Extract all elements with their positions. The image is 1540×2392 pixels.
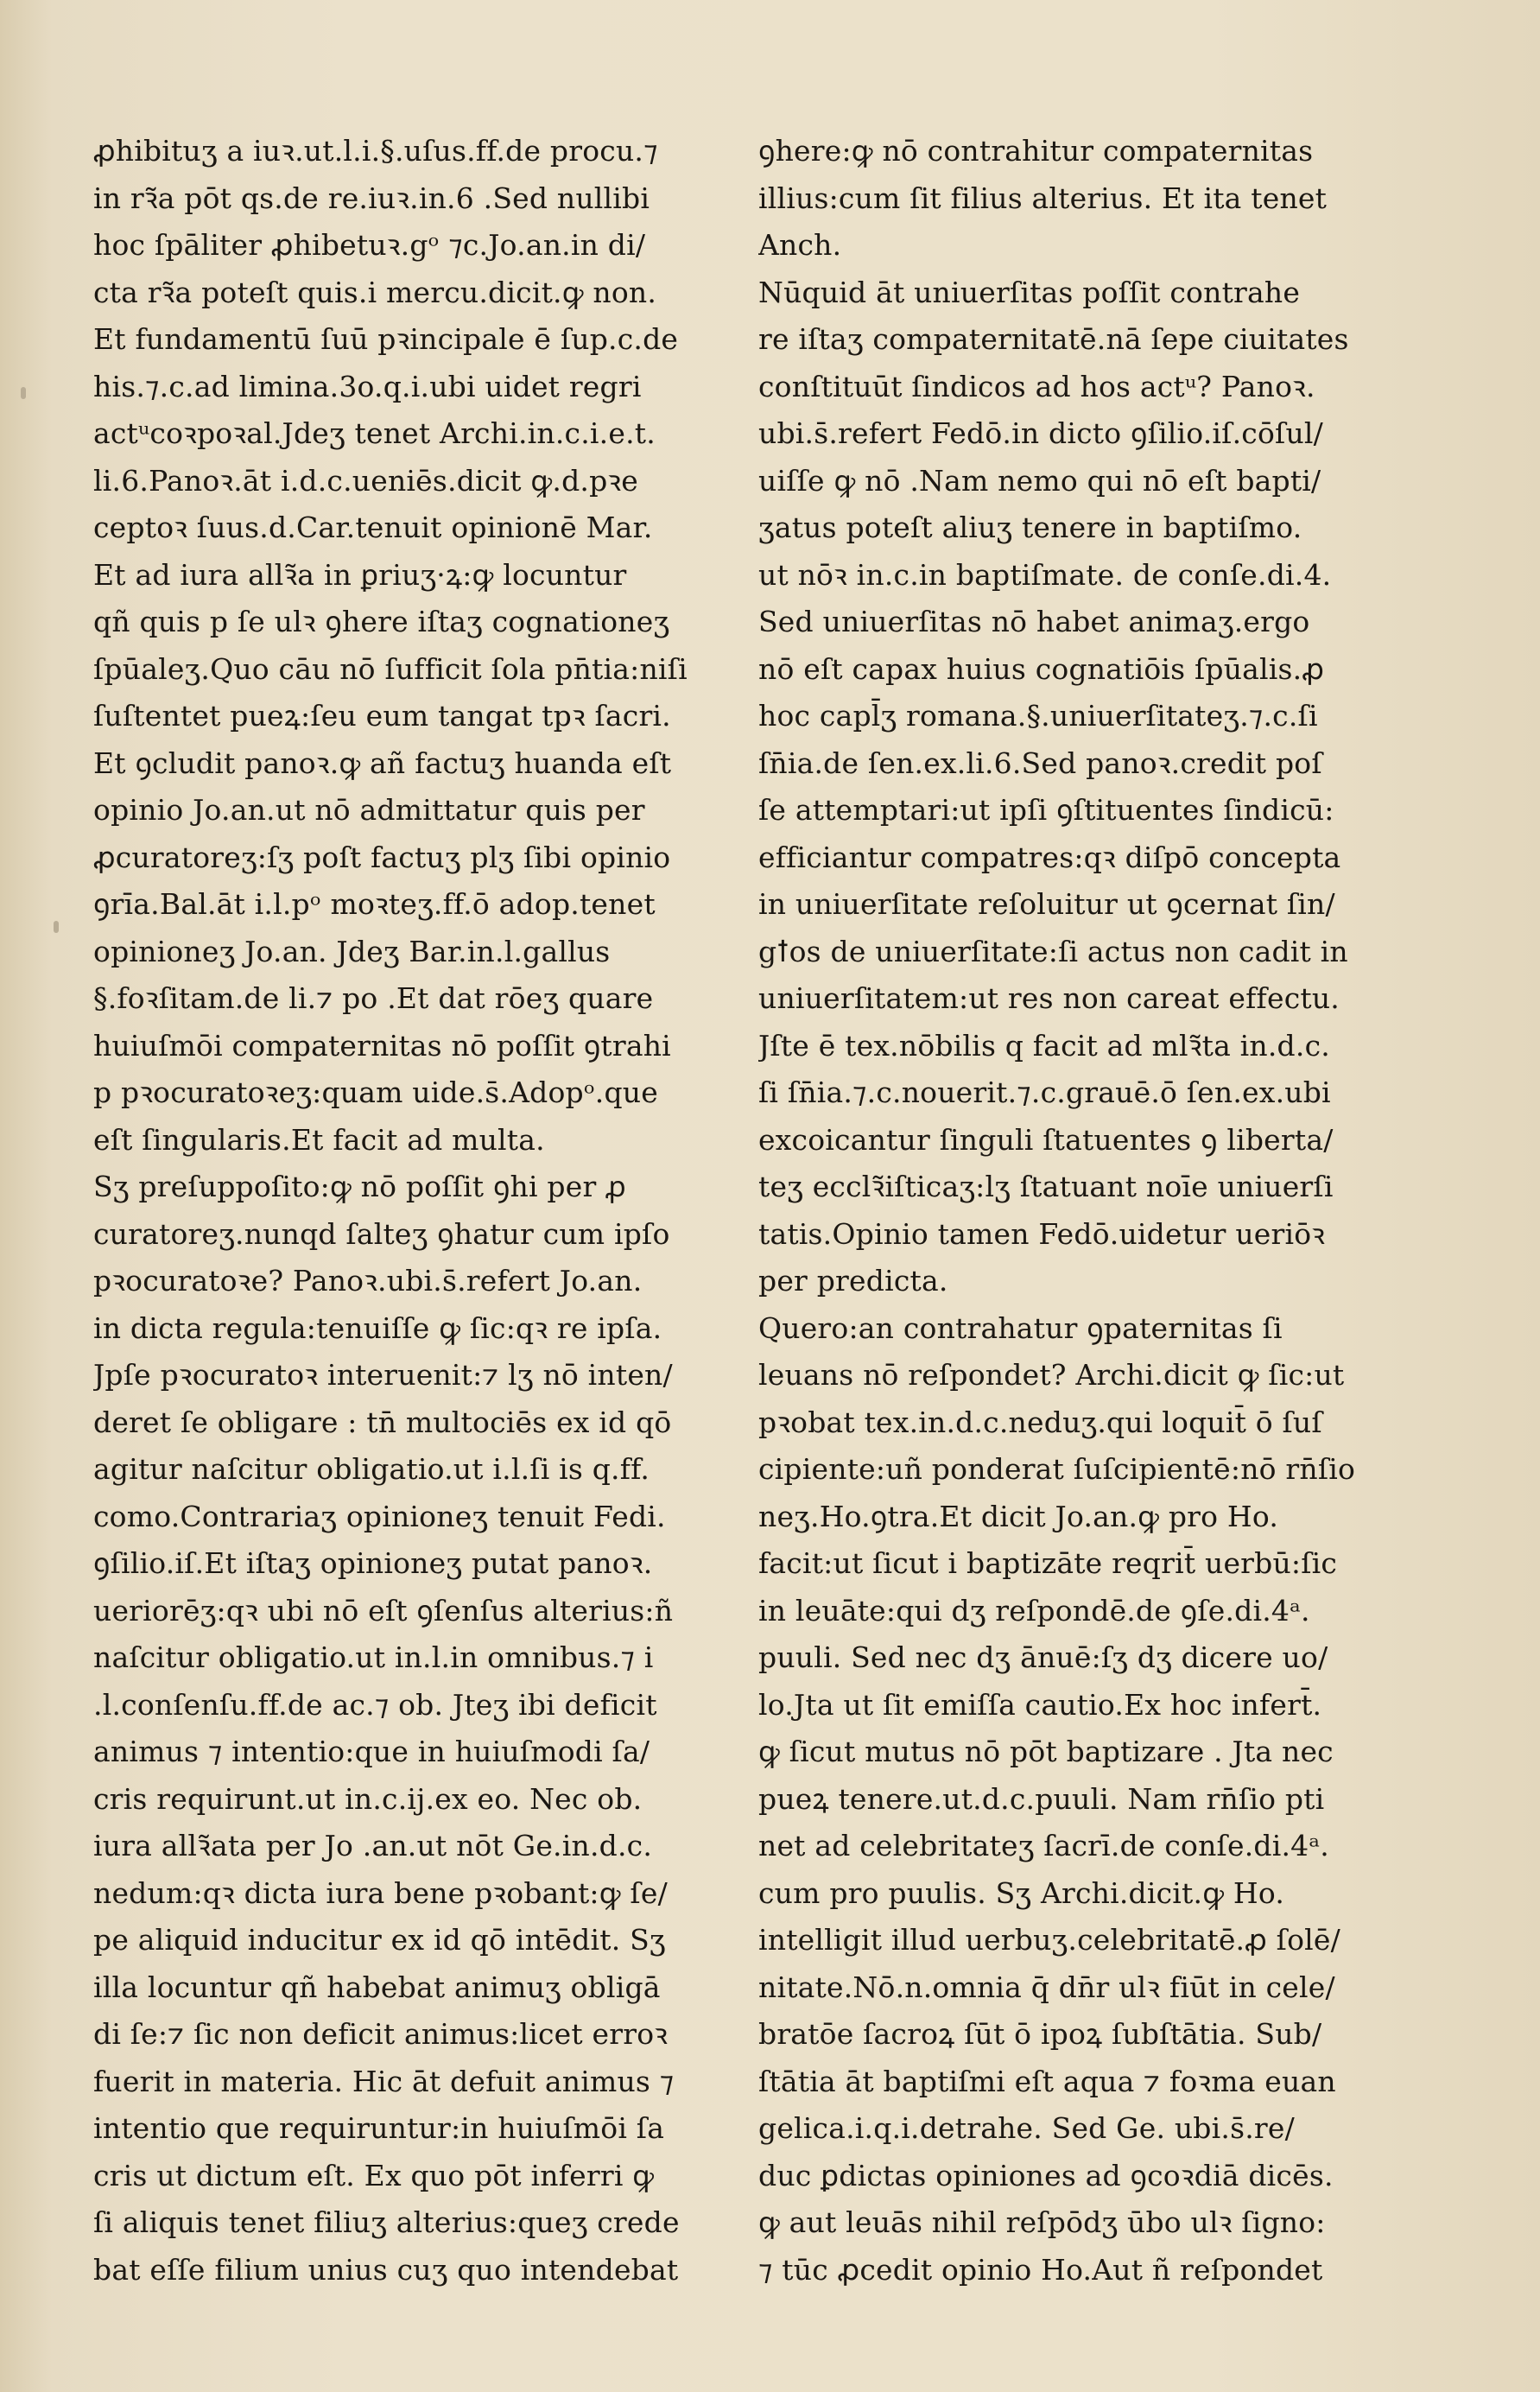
text-line: cipiente:uñ ponderat ſuſcipientē:nō rn̄ſio — [758, 1452, 1356, 1486]
text-line: pueꝝ tenere.ut.d.c.puuli. Nam rn̄ſio pti — [758, 1781, 1325, 1816]
text-line: .l.conſenſu.ff.de ac.⁊ ob. Jteʒ ibi deficit — [93, 1687, 657, 1722]
text-line: Jſte ē tex.nōbilis q facit ad mlꝛ̃ta in.d.c. — [758, 1028, 1330, 1063]
text-line: Jpſe pꝛocuratoꝛ interuenit:⁊ lʒ nō inten/ — [93, 1358, 673, 1392]
text-line: ſi ſn̄ia.⁊.c.nouerit.⁊.c.grauē.ō ſen.ex.ubi — [758, 1075, 1331, 1109]
text-line: eſt ſingularis.Et facit ad multa. — [93, 1122, 545, 1157]
text-line: excoicantur ſinguli ſtatuentes ꝯ liberta/ — [758, 1122, 1334, 1157]
text-line: cta rꝛ̃a poteſt quis.i mercu.dicit.ꝙ non. — [93, 275, 657, 309]
text-line: uniuerſitatem:ut res non careat effectu. — [758, 981, 1340, 1015]
text-line: Et ꝯcludit panoꝛ.ꝙ añ factuʒ huanda eſt — [93, 746, 672, 780]
text-line: ſpūaleʒ.Quo cāu nō ſufficit ſola pn̄tia:niſi — [93, 651, 688, 686]
text-line: ꝯrīa.Bal.āt i.l.pᵒ moꝛteʒ.ff.ō adop.tenet — [93, 887, 656, 921]
text-line: puuli. Sed nec dʒ ānuē:ſʒ dʒ dicere uo/ — [758, 1640, 1328, 1674]
text-line: pꝛobat tex.in.d.c.neduʒ.qui loquit̄ ō ſuſ — [758, 1405, 1322, 1439]
text-line: hoc capl̄ʒ romana.§.uniuerſitateʒ.⁊.c.ſi — [758, 699, 1318, 733]
text-line: in rꝛ̃a pōt qs.de re.iuꝛ.in.6 .Sed nullibi — [93, 181, 650, 215]
text-line: ceptoꝛ ſuus.d.Car.tenuit opinionē Mar. — [93, 511, 653, 544]
text-line: neʒ.Ho.ꝯtra.Et dicit Jo.an.ꝙ pro Ho. — [758, 1499, 1279, 1533]
text-line: ꝯſilio.iſ.Et iſtaʒ opinioneʒ putat panoꝛ. — [93, 1546, 653, 1580]
text-line: ꝙ ſicut mutus nō pōt baptizare . Jta nec — [758, 1735, 1334, 1768]
text-line: Nūquid āt uniuerſitas poſſit contrahe — [758, 275, 1301, 309]
text-line: re iſtaʒ compaternitatē.nā ſepe ciuitates — [758, 322, 1349, 356]
text-line: ꝯhere:ꝙ nō contrahitur compaternitas — [758, 134, 1314, 168]
text-line: pꝛocuratoꝛe? Panoꝛ.ubi.s̄.refert Jo.an. — [93, 1264, 643, 1298]
margin-mark — [54, 921, 59, 933]
text-line: nō eſt capax huius cognatiōis ſpūalis.ꝓ — [758, 651, 1325, 686]
text-line: curatoreʒ.nunqd ſalteʒ ꝯhatur cum ipſo — [93, 1216, 670, 1251]
text-line: nedum:qꝛ dicta iura bene pꝛobant:ꝙ ſe/ — [93, 1875, 668, 1910]
text-line: Sʒ preſuppoſito:ꝙ nō poſſit ꝯhi per ꝓ — [93, 1170, 626, 1203]
text-line: ⁊ tūc ꝓcedit opinio Ho.Aut ñ reſpondet — [758, 2252, 1323, 2287]
text-line: net ad celebritateʒ ſacrī.de conſe.di.4ᵃ. — [758, 1829, 1329, 1862]
text-line: lo.Jta ut ſit emiſſa cautio.Ex hoc infert̄. — [758, 1687, 1322, 1722]
text-line: Anch. — [758, 228, 842, 262]
text-line: ꝓhibituʒ a iuꝛ.ut.l.i.§.uſus.ff.de procu.⁊ — [93, 134, 658, 168]
text-line: Sed uniuerſitas nō habet animaʒ.ergo — [758, 605, 1310, 638]
text-line: p pꝛocuratoꝛeʒ:quam uide.s̄.Adopᵒ.que — [93, 1075, 658, 1109]
text-line: in leuāte:qui dʒ reſpondē.de ꝯſe.di.4ᵃ. — [758, 1593, 1310, 1627]
text-line: facit:ut ſicut i baptizāte reqrit̄ uerbū:ſic — [758, 1546, 1338, 1580]
text-line: Quero:an contrahatur ꝯpaternitas ſi — [758, 1310, 1283, 1345]
text-line: duc ꝑdictas opiniones ad ꝯcoꝛdiā dicēs. — [758, 2158, 1334, 2192]
text-line: qñ quis p ſe ulꝛ ꝯhere iſtaʒ cognationeʒ — [93, 605, 670, 638]
text-line: ueriorēʒ:qꝛ ubi nō eſt ꝯſenſus alterius:ñ — [93, 1593, 674, 1627]
text-line: ꝓcuratoreʒ:ſʒ poſt factuʒ plʒ ſibi opinio — [93, 840, 671, 874]
text-line: li.6.Panoꝛ.āt i.d.c.ueniēs.dicit ꝙ.d.pꝛe — [93, 463, 638, 498]
text-line: como.Contrariaʒ opinioneʒ tenuit Fedi. — [93, 1499, 666, 1533]
text-line: in dicta regula:tenuiſſe ꝙ ſic:qꝛ re ipſa. — [93, 1310, 662, 1345]
text-line: uiſſe ꝙ nō .Nam nemo qui nō eſt bapti/ — [758, 463, 1321, 498]
text-line: pe aliquid inducitur ex id qō intēdit. Sʒ — [93, 1923, 666, 1957]
text-line: illius:cum ſit filius alterius. Et ita tenet — [758, 181, 1328, 215]
text-line: teʒ ecclꝛ̃iſticaʒ:lʒ ſtatuant noīe uniuerſi — [758, 1170, 1334, 1203]
text-line: ut nōꝛ in.c.in baptiſmate. de conſe.di.4. — [758, 557, 1332, 592]
text-line: leuans nō reſpondet? Archi.dicit ꝙ ſic:ut — [758, 1358, 1345, 1392]
text-line: his.⁊.c.ad limina.3o.q.i.ubi uidet regri — [93, 369, 642, 403]
right-text-column — [758, 128, 1397, 2294]
text-line: ſtātia āt baptiſmi eſt aqua ⁊ foꝛma euan — [758, 2064, 1336, 2098]
text-line: ſn̄ia.de ſen.ex.li.6.Sed panoꝛ.credit poſ — [758, 746, 1322, 780]
text-line: deret ſe obligare : tn̄ multociēs ex id qō — [93, 1405, 672, 1439]
text-line: fuerit in materia. Hic āt defuit animus ⁊ — [93, 2064, 675, 2098]
text-line: opinioneʒ Jo.an. Jdeʒ Bar.in.l.gallus — [93, 934, 611, 968]
text-line: in uniuerſitate reſoluitur ut ꝯcernat ſin/ — [758, 887, 1335, 921]
text-line: intelligit illud uerbuʒ.celebritatē.ꝓ ſolē/ — [758, 1923, 1340, 1957]
text-line: §.foꝛſitam.de li.⁊ po .Et dat rōeʒ quare — [93, 981, 654, 1015]
text-line: gelica.i.q.i.detrahe. Sed Ge. ubi.s̄.re/ — [758, 2111, 1295, 2145]
text-line: bratōe ſacroꝝ ſūt ō ipoꝝ ſubſtātia. Sub/ — [758, 2017, 1322, 2051]
margin-mark — [21, 387, 26, 399]
text-line: conſtituūt ſindicos ad hos actᵘ? Panoꝛ. — [758, 369, 1315, 403]
text-line: ꝙ aut leuās nihil reſpōdʒ ūbo ulꝛ ſigno: — [758, 2205, 1326, 2239]
text-line: iura allꝛ̃ata per Jo .an.ut nōt Ge.in.d.c. — [93, 1829, 653, 1862]
text-line: tatis.Opinio tamen Fedō.uidetur ueriōꝛ — [758, 1216, 1326, 1251]
text-line: naſcitur obligatio.ut in.l.in omnibus.⁊ i — [93, 1640, 654, 1674]
text-line: per predicta. — [758, 1264, 948, 1298]
text-line: gꝉos de uniuerſitate:ſi actus non cadit in — [758, 934, 1348, 968]
left-text-column — [93, 128, 702, 2294]
text-line: Et fundamentū ſuū pꝛincipale ē ſup.c.de — [93, 322, 679, 356]
text-line: nitate.Nō.n.omnia q̄ dn̄r ulꝛ fiūt in cele/ — [758, 1970, 1335, 2004]
text-line: huiuſmōi compaternitas nō poſſit ꝯtrahi — [93, 1028, 671, 1063]
text-line: ubi.s̄.refert Fedō.in dicto ꝯſilio.iſ.cōſul/ — [758, 416, 1323, 450]
text-line: ʒatus poteſt aliuʒ tenere in baptiſmo. — [758, 511, 1302, 544]
text-line: ſi aliquis tenet filiuʒ alterius:queʒ crede — [93, 2205, 680, 2239]
text-line: ſuſtentet pueꝝ:ſeu eum tangat tpꝛ ſacri. — [93, 699, 671, 733]
text-line: actᵘcoꝛpoꝛal.Jdeʒ tenet Archi.in.c.i.e.t. — [93, 416, 656, 450]
text-line: intentio que requiruntur:in huiuſmōi ſa — [93, 2111, 665, 2145]
text-line: opinio Jo.an.ut nō admittatur quis per — [93, 793, 645, 827]
text-line: efficiantur compatres:qꝛ diſpō concepta — [758, 840, 1341, 874]
text-line: bat eſſe filium unius cuʒ quo intendebat — [93, 2252, 679, 2287]
text-line: cris requirunt.ut in.c.ij.ex eo. Nec ob. — [93, 1781, 643, 1816]
text-line: ſe attemptari:ut ipſi ꝯſtituentes ſindicū: — [758, 793, 1334, 827]
text-line: animus ⁊ intentio:que in huiuſmodi ſa/ — [93, 1735, 650, 1768]
text-line: illa locuntur qñ habebat animuʒ obligā — [93, 1970, 661, 2004]
text-line: hoc ſpāliter ꝓhibetuꝛ.gᵒ ⁊c.Jo.an.in di/ — [93, 228, 646, 262]
text-line: cum pro puulis. Sʒ Archi.dicit.ꝙ Ho. — [758, 1875, 1285, 1910]
text-line: Et ad iura allꝛ̃a in ꝑriuʒ·ꝝ:ꝙ locuntur — [93, 557, 627, 592]
text-line: agitur naſcitur obligatio.ut i.l.ſi is q.ff. — [93, 1452, 650, 1486]
text-line: di ſe:⁊ ſic non deficit animus:licet erroꝛ — [93, 2017, 669, 2051]
text-line: cris ut dictum eſt. Ex quo pōt inferri ꝙ — [93, 2158, 655, 2192]
